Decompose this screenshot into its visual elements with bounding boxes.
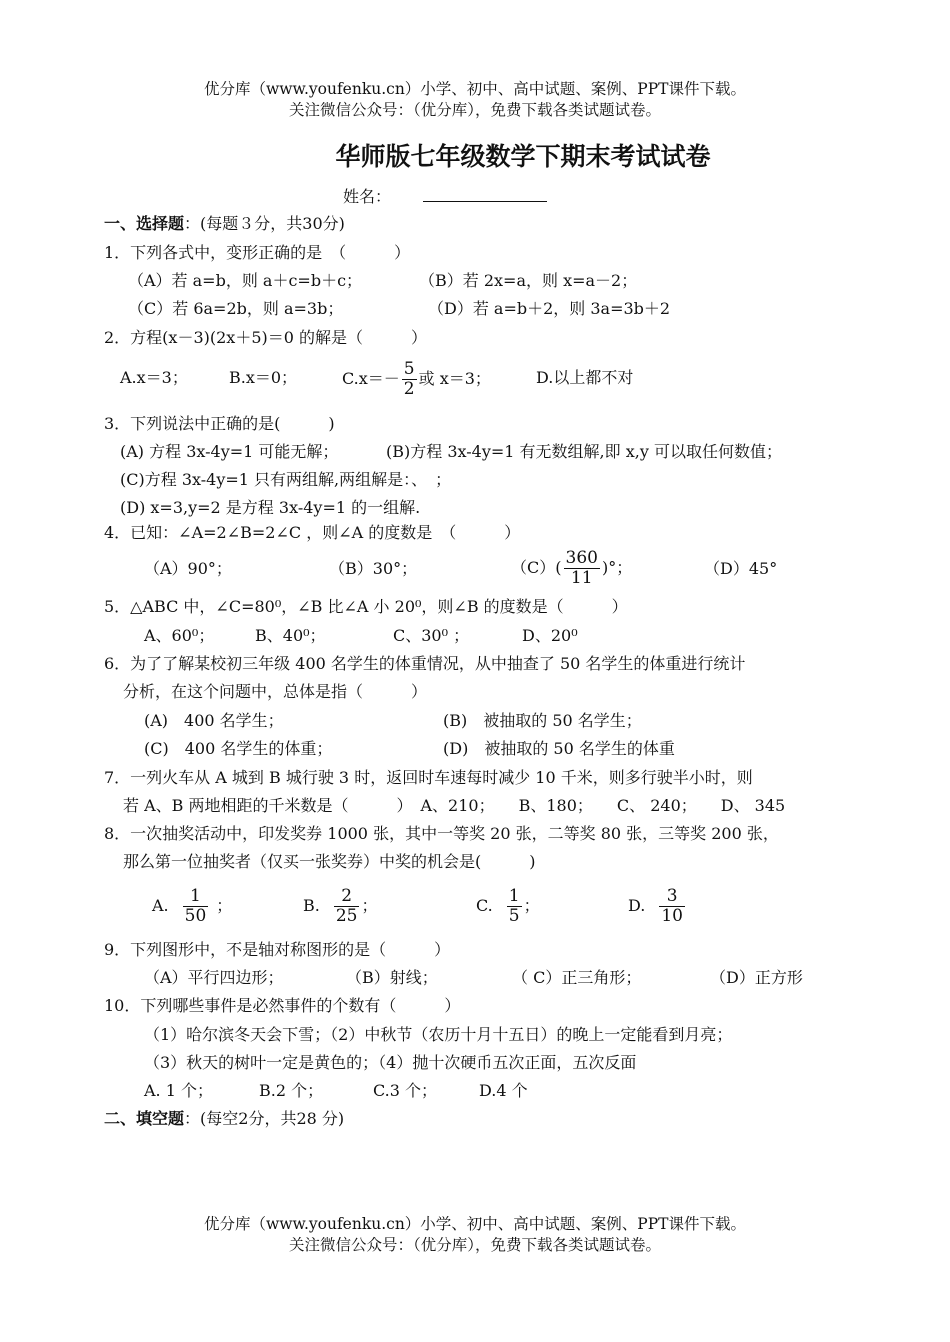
exam-title: 华师版七年级数学下期末考试试卷 <box>335 142 711 171</box>
q4-option-c-suffix: )°； <box>601 558 633 577</box>
q1-stem: 1．下列各式中，变形正确的是 （ ） <box>104 243 411 262</box>
q2-option-b: B.x＝0； <box>229 368 298 387</box>
section-1-note: ：(每题３分，共30分) <box>184 214 345 233</box>
q3-stem: 3．下列说法中正确的是( ) <box>104 414 335 433</box>
q10-stem: 10．下列哪些事件是必然事件的个数有（ ） <box>104 996 461 1015</box>
q4-stem: 4．已知：∠A=2∠B=2∠C ，则∠A 的度数是 （ ） <box>104 523 521 542</box>
q5-option-c: C、30⁰ ； <box>393 626 470 645</box>
q2-option-c-suffix: 或 x＝3； <box>418 369 491 388</box>
section-1-title: 一、选择题 <box>104 214 185 233</box>
q3-option-b: (B)方程 3x-4y=1 有无数组解,即 x,y 可以取任何数值； <box>386 442 782 461</box>
q8-option-b-suffix: ； <box>361 896 378 915</box>
q8-stem-line-2: 那么第一位抽奖者（仅买一张奖券）中奖的机会是( ) <box>123 852 536 871</box>
q1-option-b: （B）若 2x=a，则 x=a－2； <box>419 271 638 290</box>
q4-fraction <box>564 549 600 587</box>
q7-stem-line-1: 7．一列火车从 A 城到 B 城行驶 3 时，返回时车速每时减少 10 千米，则多行驶半小时，则 <box>104 768 753 787</box>
q1-option-c: （C）若 6a=2b，则 a=3b； <box>128 299 344 318</box>
q6-stem-line-1: 6．为了了解某校初三年级 400 名学生的体重情况，从中抽查了 50 名学生的体重进行统计 <box>104 654 746 673</box>
q10-option-a: A. 1 个； <box>144 1081 213 1100</box>
q8-option-d-numerator: 3 <box>659 887 685 907</box>
q3-option-d: (D) x=3,y=2 是方程 3x-4y=1 的一组解. <box>120 498 421 517</box>
section-2-note: ：(每空2分，共28 分) <box>184 1109 345 1128</box>
q8-option-a-label: A. <box>152 896 169 915</box>
q8-option-a-suffix: ； <box>216 896 233 915</box>
q8-option-b-fraction <box>334 887 360 925</box>
header-line-1: 优分库（www.youfenku.cn）小学、初中、高中试题、案例、PPT课件下载。 <box>203 80 747 98</box>
q8-option-a-denominator: 50 <box>184 905 207 926</box>
q8-option-c-fraction <box>507 887 522 925</box>
q2-fraction <box>402 360 417 398</box>
q8-option-c-suffix: ； <box>523 896 540 915</box>
q3-option-c: (C)方程 3x-4y=1 只有两组解,两组解是：、 ； <box>120 470 452 489</box>
q2-option-c <box>342 354 491 404</box>
q1-option-d: （D）若 a=b＋2，则 3a=3b＋2 <box>428 299 671 318</box>
q1-option-a: （A）若 a=b，则 a＋c=b＋c； <box>128 271 363 290</box>
q6-stem-line-2: 分析，在这个问题中，总体是指（ ） <box>123 682 428 701</box>
q8-option-b <box>303 880 378 932</box>
q8-option-d <box>628 880 687 932</box>
q10-option-c: C.3 个； <box>373 1081 438 1100</box>
q10-option-d: D.4 个 <box>479 1081 528 1100</box>
name-label: 姓名： <box>343 187 392 206</box>
name-field <box>343 186 547 208</box>
q2-option-c-prefix: C.x＝－ <box>342 369 400 388</box>
q2-fraction-numerator: 5 <box>403 358 415 379</box>
section-2-heading <box>104 1108 344 1130</box>
q4-option-a: （A）90°； <box>144 559 232 578</box>
section-2-title: 二、填空题 <box>104 1109 185 1128</box>
q5-option-a: A、60⁰； <box>144 626 215 645</box>
q10-line-2: （3）秋天的树叶一定是黄色的；（4）抛十次硬币五次正面，五次反面 <box>144 1053 637 1072</box>
q2-fraction-denominator: 2 <box>403 378 415 399</box>
q4-option-d: （D）45° <box>704 559 778 578</box>
q4-option-c <box>511 543 632 593</box>
q8-option-d-fraction <box>659 887 685 925</box>
footer-line-1: 优分库（www.youfenku.cn）小学、初中、高中试题、案例、PPT课件下载。 <box>203 1215 747 1233</box>
q8-option-a-numerator: 1 <box>183 887 209 907</box>
header-line-2: 关注微信公众号：（优分库），免费下载各类试题试卷。 <box>288 101 661 119</box>
q8-option-c-numerator: 1 <box>508 885 520 906</box>
q4-option-c-prefix: （C）( <box>511 558 562 577</box>
q8-option-d-label: D. <box>628 896 646 915</box>
name-blank <box>423 187 547 202</box>
q9-option-c: （ C）正三角形； <box>512 968 642 987</box>
q8-option-d-denominator: 10 <box>661 905 683 926</box>
q7-stem-line-2: 若 A、B 两地相距的千米数是（ ） A、210； B、180； C、 240； D、 345 <box>123 796 786 815</box>
q8-stem-line-1: 8．一次抽奖活动中，印发奖券 1000 张，其中一等奖 20 张，二等奖 80 张，三等奖 200 张， <box>104 824 779 843</box>
q9-option-b: （B）射线； <box>346 968 438 987</box>
section-1-heading <box>104 213 345 235</box>
q2-option-d: D.以上都不对 <box>536 368 634 387</box>
q5-option-b: B、40⁰； <box>255 626 326 645</box>
q9-option-a: （A）平行四边形； <box>144 968 284 987</box>
q6-option-d: (D) 被抽取的 50 名学生的体重 <box>443 739 675 758</box>
q9-stem: 9．下列图形中，不是轴对称图形的是（ ） <box>104 940 451 959</box>
q8-option-b-label: B. <box>303 896 320 915</box>
q6-option-c: (C) 400 名学生的体重； <box>144 739 333 758</box>
q10-option-b: B.2 个； <box>259 1081 324 1100</box>
q8-option-b-numerator: 2 <box>334 887 360 907</box>
q8-option-c <box>476 880 540 932</box>
q6-option-a: (A) 400 名学生； <box>144 711 284 730</box>
q5-option-d: D、20⁰ <box>522 626 578 645</box>
q8-option-b-denominator: 25 <box>335 905 358 926</box>
q5-stem: 5．△ABC 中，∠C=80⁰，∠B 比∠A 小 20⁰，则∠B 的度数是（ ） <box>104 597 628 616</box>
q4-fraction-denominator: 11 <box>570 567 593 588</box>
q9-option-d: （D）正方形 <box>710 968 803 987</box>
q8-option-a <box>152 880 232 932</box>
q3-option-a: (A) 方程 3x-4y=1 可能无解； <box>120 442 339 461</box>
q2-option-a: A.x＝3； <box>120 368 188 387</box>
q2-stem: 2．方程(x－3)(2x＋5)＝0 的解是（ ） <box>104 328 428 347</box>
q10-line-1: （1）哈尔滨冬天会下雪；（2）中秋节（农历十月十五日）的晚上一定能看到月亮； <box>144 1025 733 1044</box>
q8-option-c-label: C. <box>476 896 493 915</box>
q4-fraction-numerator: 360 <box>565 547 598 568</box>
q6-option-b: (B) 被抽取的 50 名学生； <box>443 711 642 730</box>
q8-option-c-denominator: 5 <box>508 905 520 926</box>
q4-option-b: （B）30°； <box>329 559 418 578</box>
q8-option-a-fraction <box>183 887 209 925</box>
footer-line-2: 关注微信公众号：（优分库），免费下载各类试题试卷。 <box>288 1236 661 1254</box>
